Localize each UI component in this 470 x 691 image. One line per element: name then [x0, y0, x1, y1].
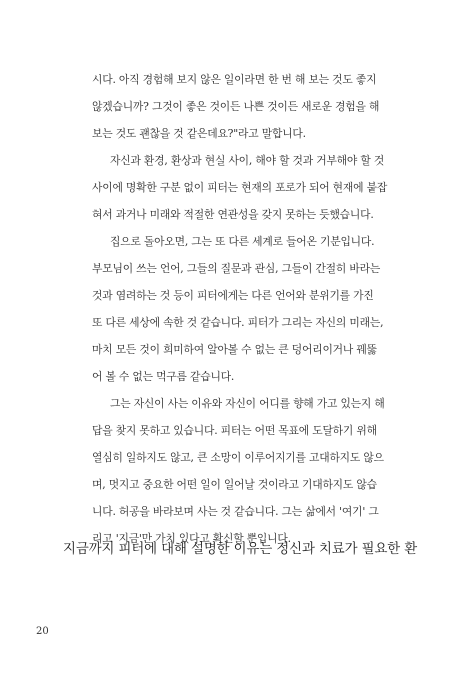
text-line: 며, 멋지고 중요한 어떤 일이 일어날 것이라고 기대하지도 않습: [92, 478, 377, 491]
text-line: 혀서 과거나 미래와 적절한 연관성을 갖지 못하는 듯했습니다.: [92, 208, 374, 221]
text-line: 보는 것도 괜찮을 것 같은데요?"라고 말합니다.: [92, 127, 306, 140]
text-line: 어 볼 수 없는 먹구름 같습니다.: [92, 370, 235, 383]
section-opening-line: 지금까지 피터에 대해 설명한 이유는 정신과 치료가 필요한 환: [63, 542, 418, 557]
text-line: 니다. 허공을 바라보며 사는 것 같습니다. 그는 삶에서 '여기' 그: [92, 505, 379, 518]
text-line: 않겠습니까? 그것이 좋은 것이든 나쁜 것이든 새로운 경험을 해: [92, 100, 380, 113]
text-line: 집으로 돌아오면, 그는 또 다른 세계로 들어온 기분입니다.: [110, 235, 375, 248]
body-text: [92, 66, 398, 552]
text-line: 열심히 일하지도 않고, 큰 소망이 이루어지기를 고대하지도 않으: [92, 451, 384, 464]
text-line: 답을 찾지 못하고 있습니다. 피터는 어떤 목표에 도달하기 위해: [92, 424, 377, 437]
text-line: 자신과 환경, 환상과 현실 사이, 해야 할 것과 거부해야 할 것: [110, 154, 385, 167]
text-line: 또 다른 세상에 속한 것 같습니다. 피터가 그리는 자신의 미래는,: [92, 316, 384, 329]
page-number: 20: [36, 626, 49, 637]
text-line: 부모님이 쓰는 언어, 그들의 질문과 관심, 그들이 간절히 바라는: [92, 262, 381, 275]
text-line: 마치 모든 것이 희미하여 알아볼 수 없는 큰 덩어리이거나 꿰뚫: [92, 343, 377, 356]
text-line: 리고 '지금'만 가치 있다고 확신할 뿐입니다.: [92, 532, 291, 545]
text-line: 것과 염려하는 것 등이 피터에게는 다른 언어와 분위기를 가진: [92, 289, 374, 302]
text-line: 시다. 아직 경험해 보지 않은 일이라면 한 번 해 보는 것도 좋지: [92, 73, 377, 86]
text-line: 사이에 명확한 구분 없이 피터는 현재의 포로가 되어 현재에 붙잡: [92, 181, 388, 194]
text-line: 그는 자신이 사는 이유와 자신이 어디를 향해 가고 있는지 해: [110, 397, 385, 410]
